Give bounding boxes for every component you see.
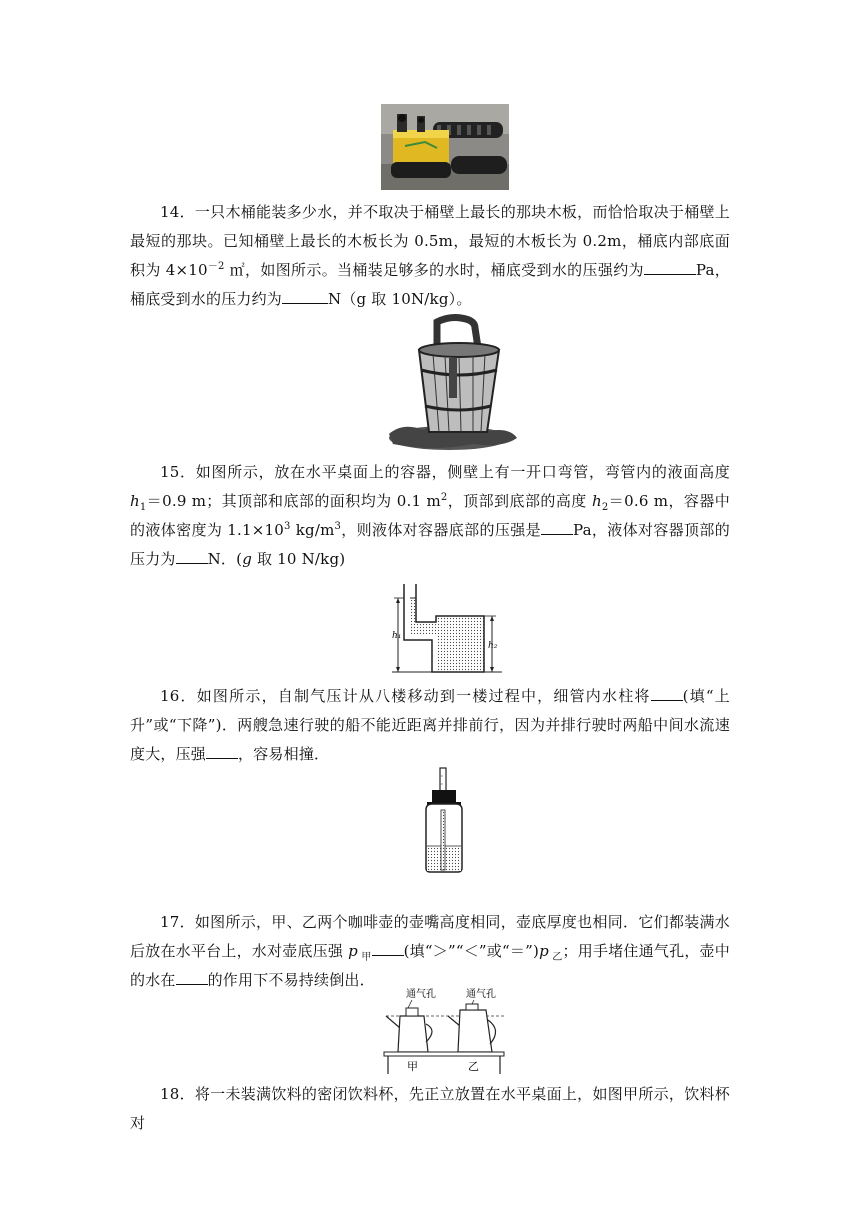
robot-photo — [381, 104, 509, 190]
q15-text-7: Pa，液体对容器顶部的压力为 — [130, 521, 730, 568]
question-18 — [130, 1080, 730, 1138]
q14-text-4: N（g 取 10N/kg）。 — [328, 290, 472, 308]
wooden-bucket-figure — [383, 314, 523, 454]
q16-text-2: (填“上升”或“下降”)．两艘急速行驶的船不能近距离并排前行，因为并排行驶时两船中间水流速度大，压强 — [130, 687, 730, 763]
label-h1: h₁ — [392, 631, 402, 641]
q17-p: p — [348, 942, 358, 960]
question-16 — [130, 682, 730, 769]
question-17 — [130, 908, 730, 995]
q15-text-6: ，则液体对容器底部的压强是 — [341, 521, 541, 539]
q15-cube: 3 — [284, 521, 291, 532]
q15-g: g — [242, 550, 252, 568]
pot-label-yi: 乙 — [468, 1060, 479, 1073]
q14-text-3: Pa，桶底受到水的压力约为 — [130, 261, 730, 308]
q17-p2: p — [539, 942, 549, 960]
q15-h1: h — [130, 492, 140, 510]
pot-label-jia: 甲 — [407, 1060, 418, 1073]
question-14 — [130, 198, 730, 314]
q15-text-5: kg/m — [290, 521, 335, 539]
q16-number: 16． — [160, 687, 197, 705]
q18-text-1: 将一未装满饮料的密闭饮料杯，先正立放置在水平桌面上，如图甲所示，饮料杯对 — [130, 1085, 730, 1132]
q15-h2-sub: 2 — [601, 502, 609, 513]
q17-jia-sub: 甲 — [357, 952, 372, 963]
vent-label-2: 通气孔 — [466, 989, 496, 1000]
q16-text-1: 如图所示，自制气压计从八楼移动到一楼过程中，细管内水柱将 — [196, 687, 651, 705]
q15-sq: 2 — [440, 492, 448, 503]
q15-h1-sub: 1 — [139, 502, 147, 513]
q17-text-2: (填“＞”“＜”或“＝”) — [403, 942, 540, 960]
q15-h2: h — [591, 492, 602, 510]
q17-blank-2[interactable] — [176, 970, 208, 985]
q18-number: 18． — [160, 1085, 195, 1103]
barometer-bottle-figure — [418, 766, 468, 876]
question-15 — [130, 458, 730, 574]
q14-blank-force[interactable] — [282, 289, 328, 304]
q17-number: 17． — [160, 913, 195, 931]
q14-number: 14． — [160, 203, 195, 221]
container-tube-figure — [392, 578, 502, 678]
q15-text-2: ＝0.9 m；其顶部和底部的面积均为 0.1 m — [146, 492, 441, 510]
q17-text-4: 的作用下不易持续倒出． — [207, 971, 375, 989]
q15-text-4: ＝0.6 m，容器中的液体密度为 1.1×10 — [130, 492, 730, 539]
q17-text-3: ；用手堵住通气孔，壶中的水在 — [130, 942, 730, 989]
q17-yi-sub: 乙 — [548, 952, 563, 963]
coffee-pots-figure — [380, 986, 508, 1076]
q14-blank-pressure[interactable] — [644, 260, 696, 275]
q15-text-1: 如图所示，放在水平桌面上的容器，侧壁上有一开口弯管，弯管内的液面高度 — [195, 463, 730, 481]
q14-text-1: 一只木桶能装多少水，并不取决于桶壁上最长的那块木板，而恰恰取决于桶壁上最短的那块。已知桶壁上最长的木板长为 0.5m，最短的木板长为 0.2m，桶底内部底面积为 4×10 — [130, 203, 730, 279]
label-h2: h₂ — [488, 641, 498, 651]
q14-exponent: －2 — [207, 261, 225, 272]
q15-blank-pressure[interactable] — [541, 520, 573, 535]
q16-blank-1[interactable] — [651, 686, 683, 701]
q15-number: 15． — [160, 463, 196, 481]
q15-text-3: ，顶部到底部的高度 — [447, 492, 592, 510]
q16-text-3: ，容易相撞． — [238, 745, 330, 763]
q15-text-8: N．( — [207, 550, 243, 568]
q17-blank-1[interactable] — [372, 941, 404, 956]
q15-blank-force[interactable] — [176, 549, 208, 564]
q16-blank-2[interactable] — [206, 744, 238, 759]
q15-text-9: 取 10 N/kg) — [252, 550, 346, 568]
q17-text-1: 如图所示，甲、乙两个咖啡壶的壶嘴高度相同，壶底厚度也相同．它们都装满水后放在水平台上，水对壶底压强 — [130, 913, 730, 960]
q15-cube-2: 3 — [334, 521, 342, 532]
q14-text-2: ㎡，如图所示。当桶装足够多的水时，桶底受到水的压强约为 — [224, 261, 644, 279]
vent-label-1: 通气孔 — [406, 989, 436, 1000]
